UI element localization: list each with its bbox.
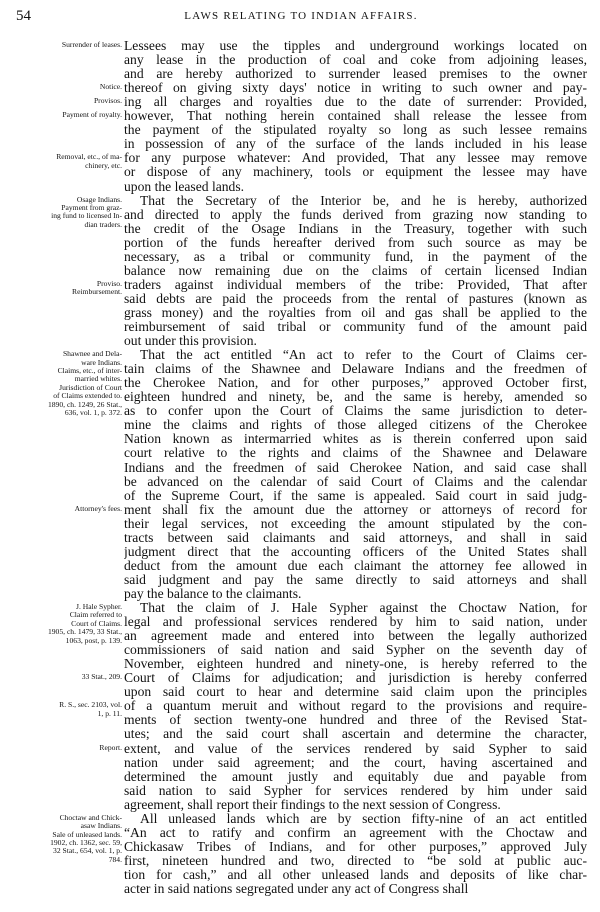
margin-note — [8, 673, 122, 681]
margin-note-line: R. S., sec. 2103, vol. — [59, 700, 122, 710]
text-line: said nation to said Sypher for services rendered by him under said — [124, 782, 587, 798]
margin-note-line: 1063, post, p. 139. — [65, 635, 122, 645]
margin-note-line: Claim referred to — [69, 610, 122, 620]
text-line: thereof on giving sixty days' notice in writing to such owner and pay- — [124, 80, 587, 96]
running-title: LAWS RELATING TO INDIAN AFFAIRS. — [184, 10, 418, 22]
margin-note-line: Payment from graz- — [61, 202, 122, 212]
margin-note-line: 636, vol. 1, p. 372. — [64, 407, 122, 417]
text-line: eighteen hundred and ninety, be, and the same is hereby, amended so — [124, 389, 587, 405]
margin-note-line: 33 Stat., 209. — [81, 672, 122, 682]
margin-note-line: married whites. — [74, 374, 122, 384]
text-line: All unleased lands which are by section fifty-nine of an act entitled — [140, 810, 587, 826]
text-line: ment shall fix the amount due the attorney or attorneys of record for — [124, 501, 587, 517]
margin-note-line: ware Indians. — [81, 357, 122, 367]
text-line: tracts between said claimants and said attorneys, and shall in said — [124, 529, 587, 545]
text-line: tain claims of the Shawnee and Delaware Indians and the freedmen of — [124, 361, 587, 377]
text-line: however, That nothing herein contained shall release the lessee from — [124, 108, 587, 124]
text-line: extent, and value of the services rendered by said Sypher to said — [124, 740, 587, 756]
margin-note — [8, 505, 122, 513]
margin-note — [8, 97, 122, 105]
text-line: the Cherokee Nation, and for other purposes,” approved October first, — [124, 375, 587, 391]
text-line: any lease in the production of coal and coke from adjoining leases, — [124, 52, 587, 68]
page-number: 54 — [16, 8, 31, 24]
margin-note — [8, 111, 122, 119]
margin-notes — [8, 38, 122, 908]
margin-note-line: 784. — [108, 854, 122, 864]
text-line: determined the amount justly and equitably due and payable from — [124, 768, 587, 784]
text-line: in possession of any of the surface of the lands included in his lease — [124, 136, 587, 152]
text-line: portion of the funds hereafter derived from such source as may be — [124, 234, 587, 250]
margin-note — [8, 603, 122, 645]
margin-note-line: of Claims extended to. — [53, 391, 122, 401]
margin-note — [8, 196, 122, 230]
text-line: upon said court to hear and determine said claim upon the principles — [124, 684, 587, 700]
margin-note-line: Report. — [99, 742, 122, 752]
text-line: balance now remaining due on the claims of certain licensed Indian — [124, 262, 587, 278]
text-line: legal and professional services rendered by him to said nation, under — [124, 614, 587, 630]
margin-note-line: Provisos. — [93, 96, 122, 106]
margin-note-line: Court of Claims. — [71, 618, 122, 628]
margin-note — [8, 701, 122, 718]
margin-note-line: 1905, ch. 1479, 33 Stat., — [47, 627, 122, 637]
margin-note-line: 1902, ch. 1362, sec. 59, — [50, 837, 122, 847]
margin-note-line: Claims, etc., of inter- — [57, 365, 122, 375]
margin-note-line: 32 Stat., 654, vol. 1, p. — [53, 846, 122, 856]
text-line: That the act entitled “An act to refer to the Court of Claims cer- — [140, 347, 587, 363]
text-line: their legal services, not exceeding the amount stipulated by the con- — [124, 515, 587, 531]
text-line: mine the claims and rights of those alleged citizens of the Cherokee — [124, 417, 587, 433]
text-line: utes; and the said court shall ascertain and determine the character, — [124, 726, 587, 742]
text-line: Indians and the freedmen of said Cherokee Nation, and said case shall — [124, 459, 587, 475]
text-line: out under this provision. — [124, 333, 257, 349]
text-line: necessary, as a tribal or community fund, in the payment of the — [124, 248, 587, 264]
margin-note-line: dian traders. — [84, 219, 122, 229]
text-line: first, nineteen hundred and two, directed to “be sold at public auc- — [124, 852, 587, 868]
margin-note-line: 1890, ch. 1249, 26 Stat., — [47, 399, 122, 409]
text-line: November, eighteen hundred and ninety-one, is hereby referred to the — [124, 656, 587, 672]
text-line: judgment direct that the accounting officers of the United States shall — [124, 543, 587, 559]
text-line: deduct from the amount due each claimant the attorney fee allowed in — [124, 557, 587, 573]
text-line: the payment of the stipulated royalty so long as such lessee remains — [124, 122, 587, 138]
margin-note-line: Choctaw and Chick- — [59, 812, 122, 822]
text-line: reimbursement of said tribal or community fund of the amount paid — [124, 319, 587, 334]
text-line: “An act to ratify and confirm an agreement with the Choctaw and — [124, 824, 587, 840]
text-line: commissioners of said nation and said Sypher on the seventh day of — [124, 642, 587, 658]
text-line: court relative to the rights and claims of the Shawnee and Delaware — [124, 445, 587, 461]
text-line: said debts are paid the proceeds from the rental of pastures (known as — [124, 290, 587, 306]
text-line: traders against individual members of the tribe: Provided, That after — [124, 276, 587, 292]
text-line: That the claim of J. Hale Sypher against the Choctaw Nation, for — [140, 600, 587, 615]
margin-note-line: ing fund to licensed In- — [51, 211, 122, 221]
margin-note — [8, 814, 122, 864]
text-line: Lessees may use the tipples and underground workings located on — [124, 38, 587, 53]
text-line: an agreement made and entered into between the legally authorized — [124, 628, 587, 644]
margin-note-line: Notice. — [99, 82, 122, 92]
text-line: pay the balance to the claimants. — [124, 585, 302, 601]
text-line: Court of Claims for adjudication; and jurisdiction is hereby conferred — [124, 670, 587, 686]
text-line: upon the leased lands. — [124, 178, 245, 194]
text-line: grass money) and the royalties from oil and gas shall be applied to the — [124, 304, 587, 320]
text-line: as to confer upon the Court of Claims the same jurisdiction to deter- — [124, 403, 587, 419]
text-line: be advanced on the calendar of said Court of Claims and the calendar — [124, 473, 587, 489]
margin-note-line: Sale of unleased lands. — [52, 829, 122, 839]
margin-note-line: asaw Indians. — [80, 821, 122, 831]
text-line: of a quantum meruit and without regard to the provisions and require- — [124, 698, 587, 714]
text-line: and directed to apply the funds derived from grazing now standing to — [124, 206, 587, 222]
text-line: of the Supreme Court, if the same is appealed. Said court in said judg- — [124, 487, 587, 503]
text-line: and are hereby authorized to surrender leased premises to the owner — [124, 66, 587, 82]
page-header — [16, 8, 586, 28]
text-line: for any purpose whatever: And provided, That any lessee may remove — [124, 150, 587, 166]
margin-note-line: Osage Indians. — [76, 194, 122, 204]
margin-note — [8, 83, 122, 91]
margin-note-line: J. Hale Sypher. — [76, 602, 122, 611]
margin-note — [8, 280, 122, 297]
text-line: nation under said agreement; and the court, having ascertained and — [124, 754, 587, 770]
text-line: ing all charges and royalties due to the date of surrender: Provided, — [124, 94, 587, 110]
margin-note — [8, 153, 122, 170]
margin-note-line: Removal, etc., of ma- — [56, 152, 122, 162]
body-text — [124, 38, 587, 908]
text-line: acter in said nations segregated under any act of Congress shall — [124, 881, 469, 896]
text-line: That the Secretary of the Interior be, and he is hereby, authorized — [140, 192, 587, 208]
text-line: tion for cash,” and all other unleased lands and deposits of like char- — [124, 866, 587, 882]
margin-note — [8, 744, 122, 752]
text-line: said judgment and pay the same directly to said attorneys and shall — [124, 571, 587, 587]
margin-note-line: Attorney's fees. — [74, 503, 122, 513]
margin-note-line: 1, p. 11. — [97, 708, 122, 718]
margin-note-line: Proviso. — [96, 278, 122, 288]
margin-note-line: Surrender of leases. — [61, 40, 122, 49]
margin-note-line: chinery, etc. — [85, 160, 122, 170]
text-line: Chickasaw Tribes of Indians, and for other purposes,” approved July — [124, 838, 587, 854]
margin-note-line: Reimbursement. — [72, 287, 122, 297]
margin-note-line: Payment of royalty. — [62, 110, 122, 120]
text-line: agreement, shall report their findings to the next session of Congress. — [124, 796, 501, 812]
text-line: ments of section twenty-one hundred and three of the Revised Stat- — [124, 712, 587, 728]
text-line: or dispose of any machinery, tools or equipment the lessee may have — [124, 164, 587, 180]
text-line: Nation known as intermarried whites as is therein conferred upon said — [124, 431, 587, 447]
text-line: the credit of the Osage Indians in the Treasury, together with such — [124, 220, 587, 236]
margin-note — [8, 350, 122, 417]
margin-note — [8, 41, 122, 49]
margin-note-line: Shawnee and Dela- — [62, 349, 122, 359]
margin-note-line: Jurisdiction of Court — [59, 382, 122, 392]
